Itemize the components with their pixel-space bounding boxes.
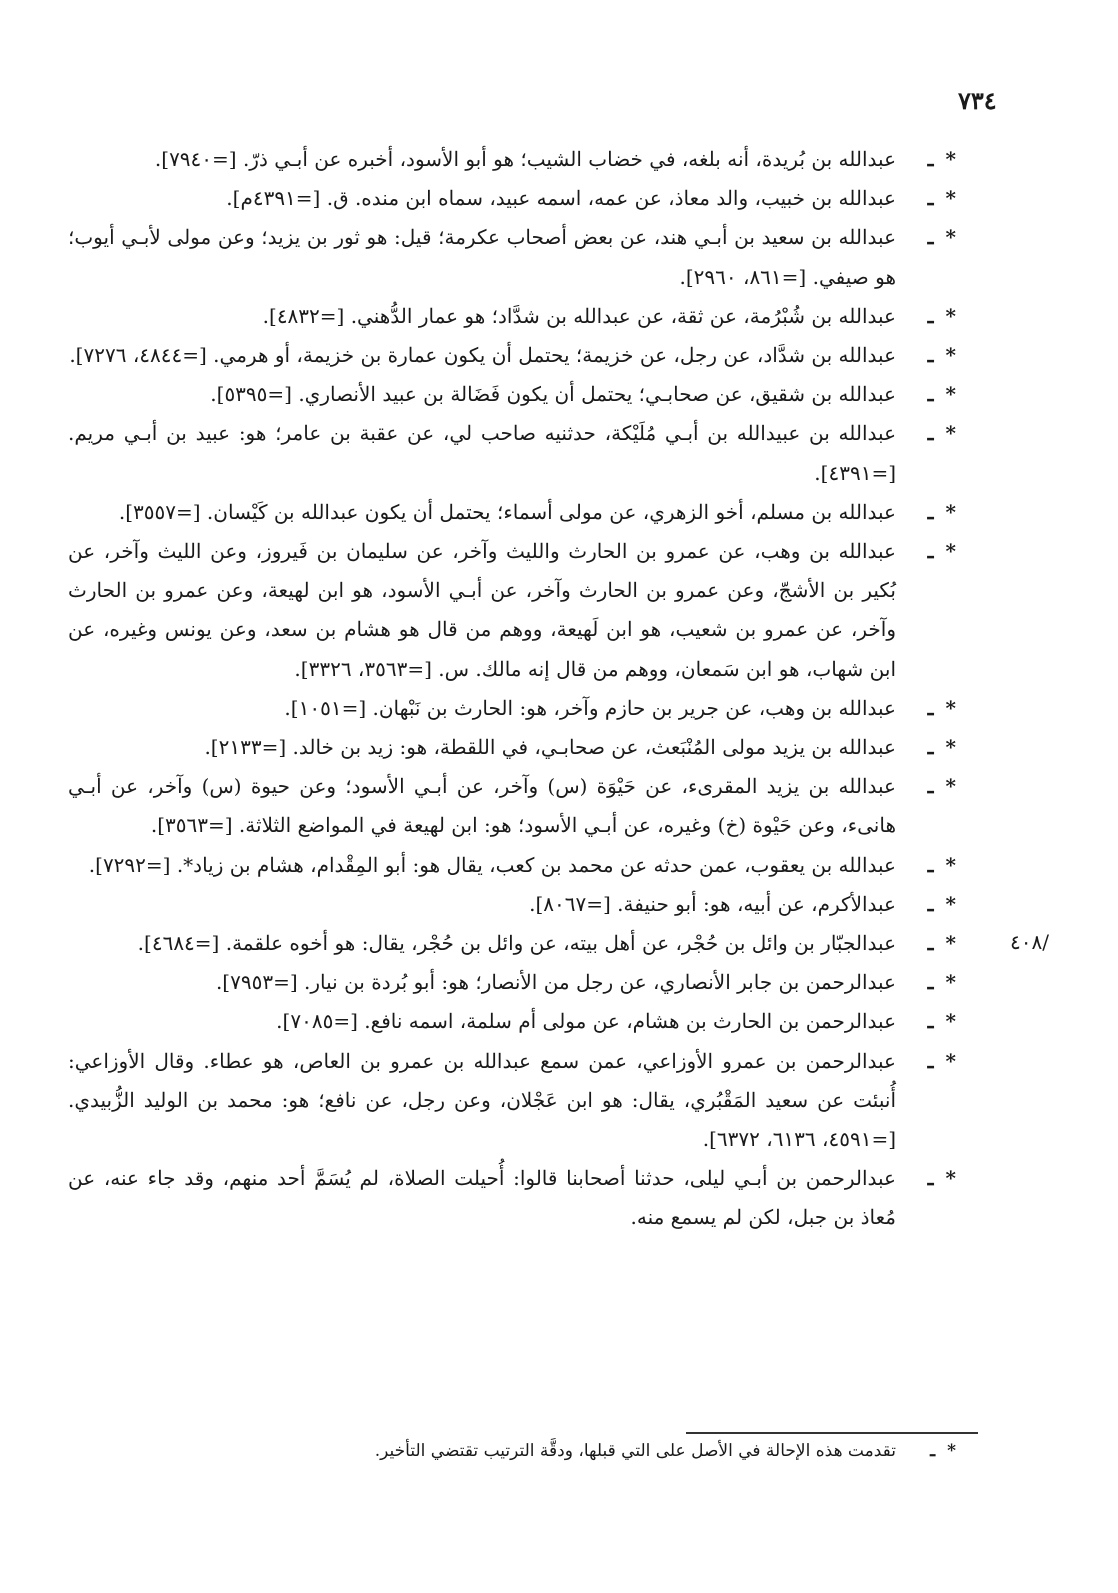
entry-text: عبدالله بن يزيد المقرىء، عن حَيْوَة (س) وآخر، عن أبـي الأسود؛ وعن حيوة (س) وآخر، عن أبـي هانىء، وعن حَيْوة (خ) وغيره، عن أبـي الأسود؛ هو: ابن لهيعة في المواضع الثلاثة. [=٣٥٦٣].	[68, 774, 896, 838]
entry-text: عبدالرحمن بن جابر الأنصاري، عن رجل من الأنصار؛ هو: أبو بُردة بن نيار. [=٧٩٥٣].	[215, 970, 896, 995]
star-marker: *	[947, 1441, 956, 1461]
entry-item	[68, 532, 956, 689]
footnote-text: تقدمت هذه الإحالة في الأصل على التي قبلها، ودقَّة الترتيب تقتضي التأخير.	[374, 1441, 896, 1461]
star-marker: *	[945, 499, 956, 524]
star-marker: *	[945, 931, 956, 956]
entry-text: عبدالأكرم، عن أبيه، هو: أبو حنيفة. [=٨٠٦٧].	[529, 891, 896, 916]
entry-item	[68, 179, 956, 218]
star-marker: *	[945, 186, 956, 211]
entry-marker	[900, 767, 956, 806]
entry-item	[68, 924, 956, 963]
entry-item	[68, 375, 956, 414]
entry-marker	[900, 728, 956, 767]
dash-marker: ـ	[927, 186, 934, 211]
entry-item	[68, 336, 956, 375]
dash-marker: ـ	[927, 343, 934, 368]
dash-marker: ـ	[927, 499, 934, 524]
star-marker: *	[945, 382, 956, 407]
entry-marker	[900, 689, 956, 728]
dash-marker: ـ	[927, 421, 934, 446]
entry-text: عبدالله بن شُبْرُمة، عن ثقة، عن عبدالله بن شدَّاد؛ هو عمار الدُّهني. [=٤٨٣٢].	[262, 303, 896, 328]
star-marker: *	[945, 1009, 956, 1034]
entry-text: عبدالله بن يزيد مولى المُنْبَعث، عن صحابـي، في اللقطة، هو: زيد بن خالد. [=٢١٣٣].	[204, 735, 896, 760]
entry-marker	[900, 846, 956, 885]
entry-item	[68, 689, 956, 728]
star-marker: *	[945, 147, 956, 171]
footnote-divider	[686, 1432, 978, 1434]
dash-marker: ـ	[927, 303, 934, 328]
star-marker: *	[945, 303, 956, 328]
entry-marker	[900, 1042, 956, 1081]
star-marker: *	[945, 343, 956, 368]
entry-item	[68, 493, 956, 532]
dash-marker: ـ	[927, 382, 934, 407]
star-marker: *	[945, 774, 956, 799]
dash-marker: ـ	[927, 1009, 934, 1034]
entry-text: عبدالله بن يعقوب، عمن حدثه عن محمد بن كعب، يقال هو: أبو المِقْدام، هشام بن زياد*. [=٧٢٩٢].	[88, 852, 896, 877]
dash-marker: ـ	[927, 970, 934, 995]
entry-item	[68, 963, 956, 1002]
entry-marker	[900, 297, 956, 336]
entry-item	[68, 1159, 956, 1237]
entry-text: عبدالله بن بُريدة، أنه بلغه، في خضاب الشيب؛ هو أبو الأسود، أخبره عن أبـي ذرّ. [=٧٩٤٠].	[154, 147, 896, 171]
dash-marker: ـ	[927, 147, 934, 171]
star-marker: *	[945, 539, 956, 564]
entry-marker	[900, 1159, 956, 1198]
entry-text: عبدالله بن سعيد بن أبـي هند، عن بعض أصحاب عكرمة؛ قيل: هو ثور بن يزيد؛ وعن مولى لأبـي أيوب؛ هو صيفي. [=٨٦١، ٢٩٦٠].	[68, 225, 896, 289]
dash-marker: ـ	[927, 1166, 934, 1191]
entry-item	[68, 767, 956, 845]
entry-marker	[900, 493, 956, 532]
entry-text: عبدالرحمن بن أبـي ليلى، حدثنا أصحابنا قالوا: أُحيلت الصلاة، لم يُسَمَّ أحد منهم، وقد جاء عنه، عن مُعاذ بن جبل، لكن لم يسمع منه.	[68, 1166, 896, 1230]
entry-text: عبدالرحمن بن الحارث بن هشام، عن مولى أم سلمة، اسمه نافع. [=٧٠٨٥].	[276, 1009, 896, 1034]
footnote-marker	[900, 1436, 956, 1466]
entry-marker	[900, 1002, 956, 1041]
entry-item	[68, 414, 956, 492]
dash-marker: ـ	[927, 931, 934, 956]
entry-marker	[900, 179, 956, 218]
star-marker: *	[945, 852, 956, 877]
footnote	[300, 1436, 956, 1466]
star-marker: *	[945, 970, 956, 995]
entry-text: عبدالله بن خبيب، والد معاذ، عن عمه، اسمه عبيد، سماه ابن منده. ق. [=٤٣٩١م].	[226, 186, 896, 211]
entry-item	[68, 218, 956, 296]
entry-marker	[900, 885, 956, 924]
entry-item	[68, 885, 956, 924]
entry-text: عبدالله بن وهب، عن جرير بن حازم وآخر، هو: الحارث بن نَبْهان. [=١٠٥١].	[284, 695, 896, 720]
dash-marker: ـ	[927, 852, 934, 877]
dash-marker: ـ	[927, 774, 934, 799]
entry-marker	[900, 375, 956, 414]
star-marker: *	[945, 695, 956, 720]
entry-item	[68, 297, 956, 336]
star-marker: *	[945, 1166, 956, 1191]
entry-marker	[900, 140, 956, 179]
dash-marker: ـ	[927, 891, 934, 916]
margin-reference: /٤٠٨	[1010, 930, 1049, 954]
entry-item	[68, 140, 956, 179]
entry-text: عبدالله بن عبيدالله بن أبـي مُلَيْكة، حدثنيه صاحب لي، عن عقبة بن عامر؛ هو: عبيد بن أبـي مريم. [=٤٣٩١].	[68, 421, 896, 485]
entry-text: عبدالرحمن بن عمرو الأوزاعي، عمن سمع عبدالله بن عمرو بن العاص، هو عطاء. وقال الأوزاعي: أُنبئت عن سعيد المَقْبُري، يقال: هو ابن عَجْلان، وعن رجل، عن نافع؛ هو: محمد بن الوليد الزُّبيدي. [=٤٥٩١، ٦١٣٦، ٦٣٧٢].	[68, 1048, 896, 1152]
page-number: ٧٣٤	[958, 86, 997, 115]
star-marker: *	[945, 225, 956, 250]
entry-text: عبدالله بن وهب، عن عمرو بن الحارث والليث وآخر، عن سليمان بن فَيروز، وعن الليث وآخر، عن بُكير بن الأشجّ، وعن عمرو بن الحارث وآخر، عن أبـي الأسود، هو ابن لهيعة، وعن عمرو بن الحارث وآخر، عن عمرو بن شعيب، هو ابن لَهيعة، ووهم من قال هو هشام بن سعد، وعن يونس وغيره، عن ابن شهاب، هو ابن سَمعان، ووهم من قال إنه مالك. س. [=٣٥٦٣، ٣٣٢٦].	[68, 539, 896, 681]
entry-marker	[900, 218, 956, 257]
entry-item	[68, 846, 956, 885]
entry-text: عبدالله بن شقيق، عن صحابـي؛ يحتمل أن يكون فَضَالة بن عبيد الأنصاري. [=٥٣٩٥].	[210, 382, 896, 407]
entry-marker	[900, 963, 956, 1002]
entry-marker	[900, 532, 956, 571]
dash-marker: ـ	[927, 695, 934, 720]
dash-marker: ـ	[927, 225, 934, 250]
star-marker: *	[945, 1048, 956, 1073]
entry-text: عبدالجبّار بن وائل بن حُجْر، عن أهل بيته، عن وائل بن حُجْر، يقال: هو أخوه علقمة. [=٤٦٨٤].	[137, 931, 896, 956]
star-marker: *	[945, 421, 956, 446]
entry-text: عبدالله بن شدَّاد، عن رجل، عن خزيمة؛ يحتمل أن يكون عمارة بن خزيمة، أو هرمي. [=٤٨٤٤، ٧٢٧٦].	[69, 343, 896, 368]
entry-marker	[900, 414, 956, 453]
entry-item	[68, 1042, 956, 1160]
star-marker: *	[945, 735, 956, 760]
dash-marker: ـ	[927, 735, 934, 760]
star-marker: *	[945, 891, 956, 916]
entry-text: عبدالله بن مسلم، أخو الزهري، عن مولى أسماء؛ يحتمل أن يكون عبدالله بن كَيْسان. [=٣٥٥٧].	[118, 499, 896, 524]
entry-marker	[900, 336, 956, 375]
entry-item	[68, 728, 956, 767]
dash-marker: ـ	[927, 539, 934, 564]
entry-list	[68, 140, 956, 1238]
entry-item	[68, 1002, 956, 1041]
entry-marker	[900, 924, 956, 963]
dash-marker: ـ	[927, 1048, 934, 1073]
dash-marker: ـ	[930, 1441, 936, 1461]
